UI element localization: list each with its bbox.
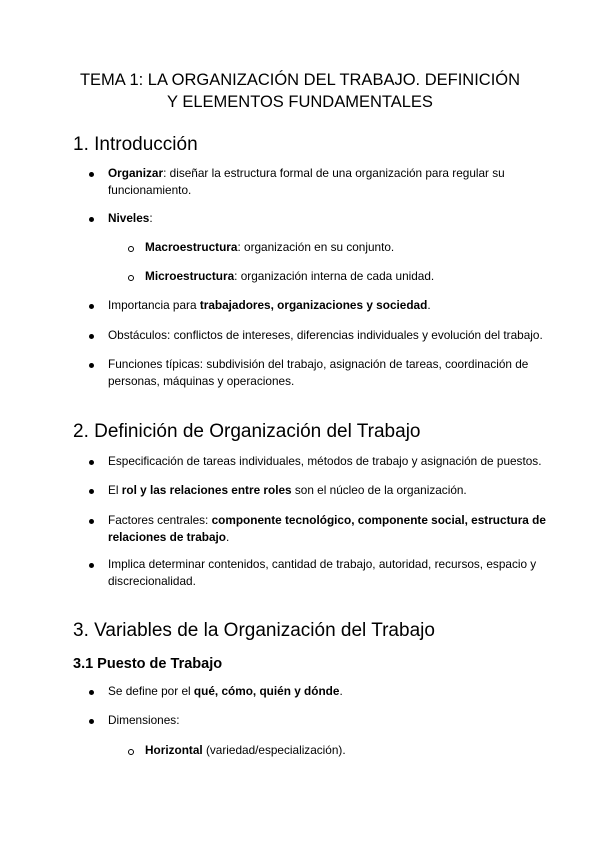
hollow-bullet-icon [128,749,134,755]
item-text: : diseñar la estructura formal de una organización para regular su funcionamiento. [108,166,505,197]
item-tail: . [339,684,343,698]
bullet-icon [89,719,94,724]
item-bold: Organizar [108,166,164,180]
item-text: Obstáculos: conflictos de intereses, diferencias individuales y evolución del trabajo. [108,328,543,342]
item-bold: Microestructura [145,269,235,283]
item-bold: qué, cómo, quién y dónde [193,684,340,698]
item-text: : [149,211,153,225]
item-bold: Macroestructura [145,240,238,254]
item-text: Implica determinar contenidos, cantidad de trabajo, autoridad, recursos, espacio y discrecionalidad. [108,557,537,588]
item-tail: . [427,298,431,312]
document-title [60,69,540,113]
item-text: Especificación de tareas individuales, métodos de trabajo y asignación de puestos. [108,454,542,468]
list-item [89,210,558,227]
item-text: (variedad/especialización). [202,743,346,757]
hollow-bullet-icon [128,275,134,281]
item-bold: Niveles [108,211,150,225]
title-line-2: Y ELEMENTOS FUNDAMENTALES [167,93,433,111]
bullet-icon [89,489,94,494]
item-text: : organización interna de cada unidad. [234,269,435,283]
bullet-icon [89,172,94,177]
item-text: Dimensiones: [108,713,180,727]
bullet-icon [89,363,94,368]
item-text: : organización en su conjunto. [237,240,395,254]
section-heading-variables: 3. Variables de la Organización del Trabajo [73,620,435,641]
list-item [89,165,558,199]
list-item [89,556,558,590]
hollow-bullet-icon [128,246,134,252]
list-item [89,453,558,470]
item-text: Factores centrales: [108,513,212,527]
item-text: Funciones típicas: subdivisión del trabajo, asignación de tareas, coordinación de personas, máquinas y operaciones. [108,357,529,388]
list-item [89,512,558,546]
subsection-heading-puesto: 3.1 Puesto de Trabajo [73,656,223,672]
list-item-nested [128,239,555,256]
item-bold: rol y las relaciones entre roles [121,483,292,497]
list-item [89,297,558,314]
bullet-icon [89,563,94,568]
bullet-icon [89,217,94,222]
list-item-nested [128,268,555,285]
item-text: Importancia para [108,298,200,312]
list-item [89,356,558,390]
section-heading-definicion: 2. Definición de Organización del Trabajo [73,421,421,442]
bullet-icon [89,304,94,309]
section-heading-introduccion: 1. Introducción [73,134,198,155]
list-item [89,712,558,729]
item-bold: componente tecnológico, componente social, estructura de relaciones de trabajo [108,513,546,544]
list-item [89,327,558,344]
item-text: Se define por el [108,684,194,698]
list-item-nested [128,742,555,759]
item-bold: trabajadores, organizaciones y sociedad [199,298,428,312]
item-bold: Horizontal [145,743,203,757]
item-tail: son el núcleo de la organización. [291,483,467,497]
item-tail: . [226,530,230,544]
bullet-icon [89,460,94,465]
list-item [89,683,558,700]
bullet-icon [89,690,94,695]
list-item [89,482,558,499]
bullet-icon [89,519,94,524]
item-text: El [108,483,122,497]
title-line-1: TEMA 1: LA ORGANIZACIÓN DEL TRABAJO. DEFINICIÓN [79,71,521,89]
bullet-icon [89,334,94,339]
